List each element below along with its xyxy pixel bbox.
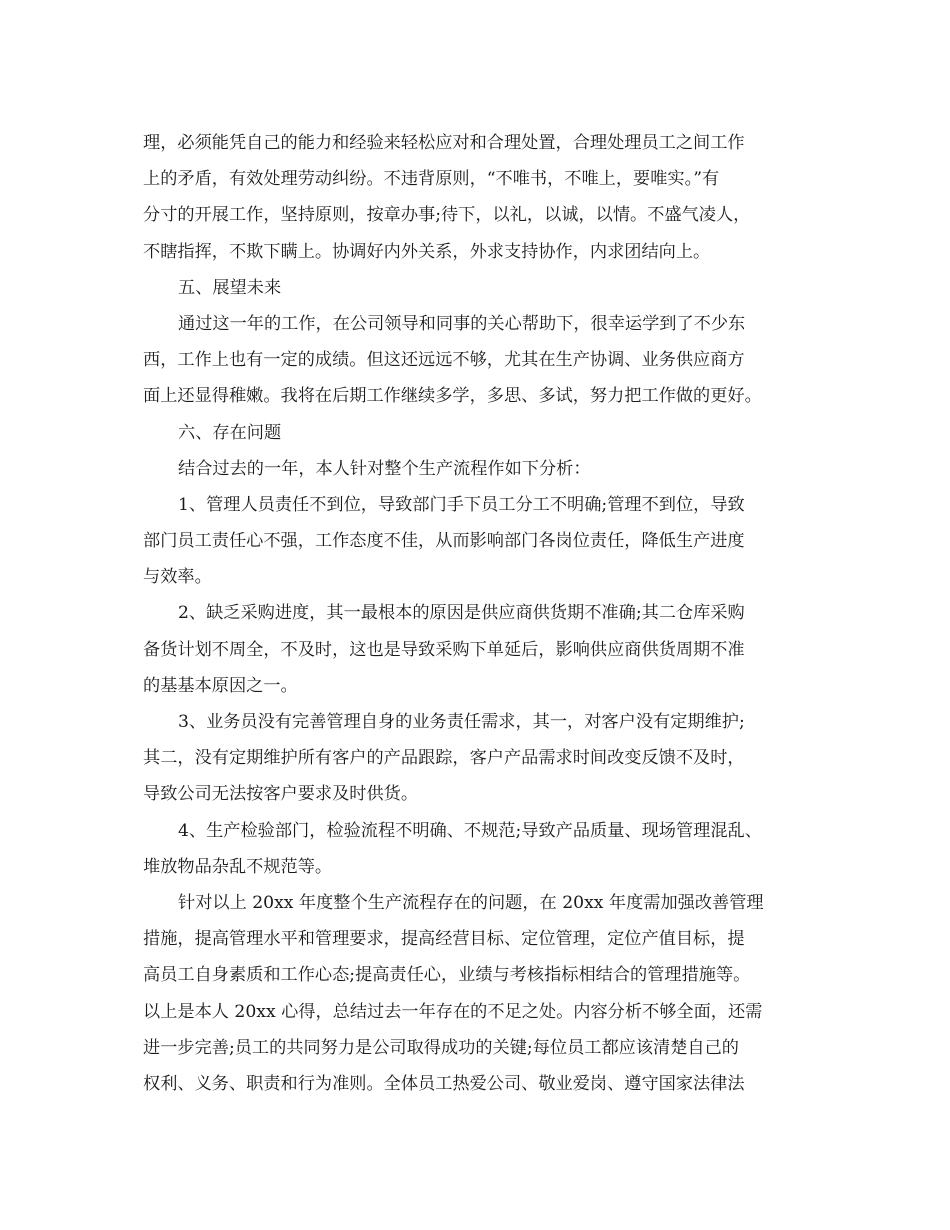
text-line: 针对以上 20xx 年度整个生产流程存在的问题，在 20xx 年度需加强改善管理 bbox=[178, 892, 764, 913]
text-line: 不瞎指挥，不欺下瞒上。协调好内外关系，外求支持协作，内求团结向上。 bbox=[143, 241, 711, 262]
text-line: 面上还显得稚嫩。我将在后期工作继续多学，多思、多试，努力把工作做的更好。 bbox=[143, 386, 762, 407]
text-line: 2、缺乏采购进度，其一最根本的原因是供应商供货期不准确;其二仓库采购 bbox=[178, 603, 745, 624]
text-line: 4、生产检验部门，检验流程不明确、不规范;导致产品质量、现场管理混乱、 bbox=[178, 820, 762, 841]
text-line: 的基基本原因之一。 bbox=[143, 675, 298, 696]
text-line: 六、存在问题 bbox=[178, 422, 282, 443]
text-line: 措施，提高管理水平和管理要求，提高经营目标、定位管理，定位产值目标，提 bbox=[143, 929, 745, 950]
text-line: 理，必须能凭自己的能力和经验来轻松应对和合理处置，合理处理员工之间工作 bbox=[143, 133, 745, 153]
text-line: 分寸的开展工作，坚持原则，按章办事;待下，以礼，以诚，以情。不盛气凌人， bbox=[143, 205, 751, 226]
text-line: 其二，没有定期维护所有客户的产品跟踪，客户产品需求时间改变反馈不及时， bbox=[143, 748, 745, 769]
text-line: 以上是本人 20xx 心得，总结过去一年存在的不足之处。内容分析不够全面，还需 bbox=[143, 1001, 763, 1022]
text-line: 导致公司无法按客户要求及时供货。 bbox=[143, 784, 419, 805]
text-line: 通过这一年的工作，在公司领导和同事的关心帮助下，很幸运学到了不少东 bbox=[178, 313, 746, 334]
text-line: 结合过去的一年，本人针对整个生产流程作如下分析： bbox=[178, 458, 591, 479]
text-line: 进一步完善;员工的共同努力是公司取得成功的关键;每位员工都应该清楚自己的 bbox=[143, 1037, 739, 1058]
text-line: 与效率。 bbox=[143, 567, 212, 588]
text-line: 1、管理人员责任不到位，导致部门手下员工分工不明确;管理不到位，导致 bbox=[178, 494, 745, 515]
text-line: 西，工作上也有一定的成绩。但这还远远不够，尤其在生产协调、业务供应商方 bbox=[143, 350, 745, 371]
text-line: 高员工自身素质和工作心态;提高责任心，业绩与考核指标相结合的管理措施等。 bbox=[143, 965, 751, 986]
text-line: 堆放物品杂乱不规范等。 bbox=[143, 856, 333, 877]
text-line: 3、业务员没有完善管理自身的业务责任需求，其一，对客户没有定期维护; bbox=[178, 712, 745, 732]
text-line: 部门员工责任心不强，工作态度不佳，从而影响部门各岗位责任，降低生产进度 bbox=[143, 531, 745, 552]
text-line: 上的矛盾，有效处理劳动纠纷。不违背原则，“不唯书，不唯上，要唯实。”有 bbox=[143, 169, 720, 190]
document-body bbox=[143, 125, 813, 1102]
text-line: 五、展望未来 bbox=[178, 277, 282, 298]
text-line: 权利、义务、职责和行为准则。全体员工热爱公司、敬业爱岗、遵守国家法律法 bbox=[143, 1073, 745, 1094]
text-line: 备货计划不周全，不及时，这也是导致采购下单延后，影响供应商供货周期不准 bbox=[143, 639, 745, 660]
